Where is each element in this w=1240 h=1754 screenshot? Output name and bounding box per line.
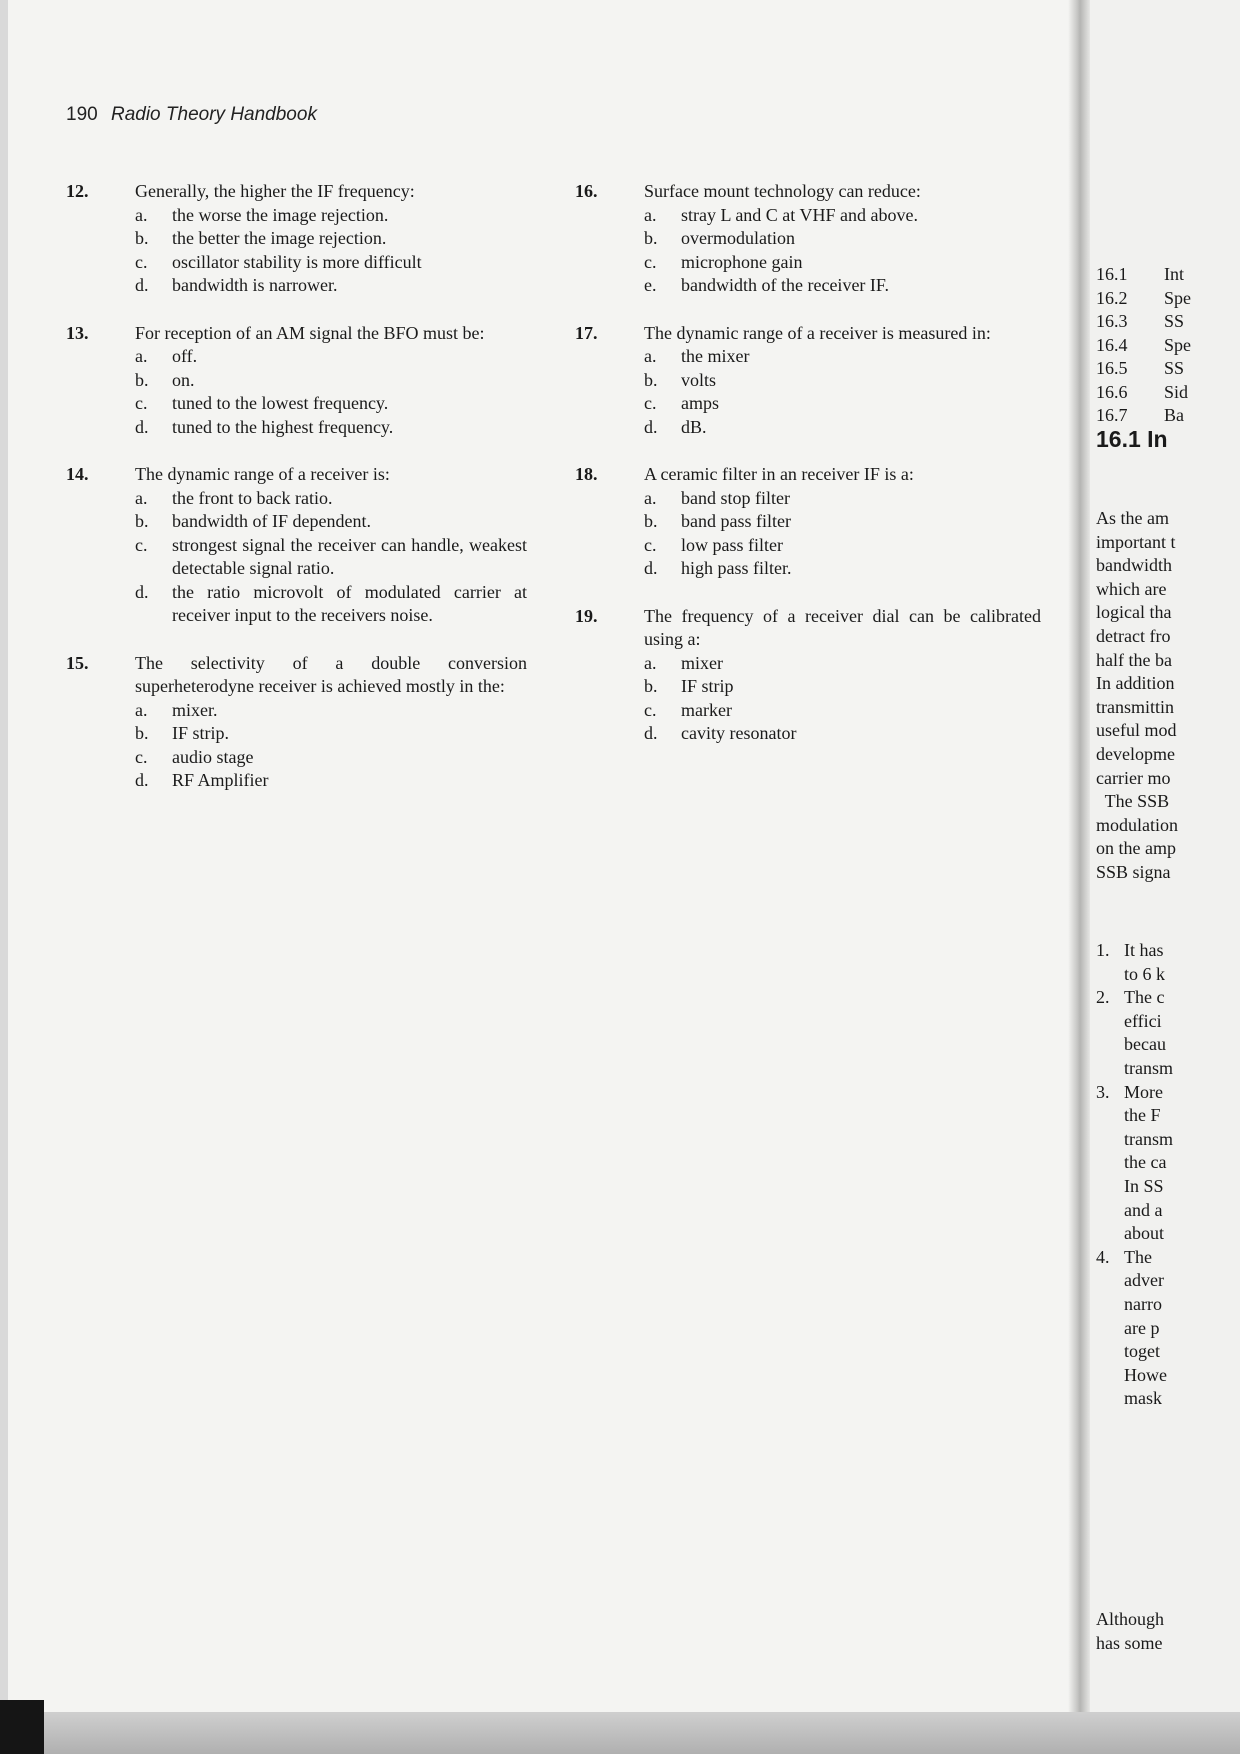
option-text: low pass filter: [681, 534, 783, 555]
question-number: 14.: [66, 464, 89, 484]
question-stem-row: [575, 463, 1041, 487]
list-text: The c: [1124, 987, 1165, 1008]
option-text: microphone gain: [681, 251, 803, 272]
answer-option: [575, 675, 1041, 699]
list-number: [1096, 1010, 1124, 1034]
option-letter: c.: [644, 534, 657, 555]
list-line: [1096, 1104, 1173, 1128]
question-stem-row: [66, 180, 527, 204]
option-letter: d.: [644, 558, 658, 578]
option-text: RF Amplifier: [172, 770, 269, 790]
contents-entry: [1096, 263, 1191, 287]
body-line: SSB signa: [1096, 861, 1171, 882]
option-letter: d.: [644, 416, 658, 437]
list-text: to 6 k: [1124, 963, 1166, 984]
option-text: dB.: [681, 416, 707, 437]
list-line: [1096, 1364, 1173, 1388]
option-letter: b.: [644, 228, 658, 248]
option-letter: a.: [135, 346, 148, 366]
answer-option: [66, 274, 527, 298]
list-line: [1096, 1269, 1173, 1293]
answer-option: [575, 534, 1041, 558]
option-text: oscillator stability is more difficult: [172, 251, 422, 272]
list-text: adver: [1124, 1270, 1164, 1291]
list-number: 2.: [1096, 987, 1110, 1008]
option-letter: b.: [644, 369, 658, 390]
answer-option: [66, 722, 527, 746]
list-text: about: [1124, 1223, 1164, 1244]
body-line: which are: [1096, 578, 1167, 599]
body-line: on the amp: [1096, 838, 1176, 859]
list-text: narro: [1124, 1293, 1162, 1314]
option-letter: c.: [644, 251, 657, 272]
list-number: [1096, 1057, 1124, 1081]
option-text: marker: [681, 699, 732, 720]
question-item: [575, 180, 1041, 298]
option-letter: b.: [135, 228, 149, 248]
answer-option: [575, 557, 1041, 581]
question-number: 15.: [66, 652, 89, 673]
option-letter: c.: [135, 746, 148, 767]
answer-option: [575, 416, 1041, 440]
option-letter: b.: [644, 511, 658, 531]
list-text: are p: [1124, 1317, 1160, 1338]
list-text: effici: [1124, 1010, 1162, 1031]
list-text: It has: [1124, 940, 1164, 960]
answer-option: [66, 769, 527, 793]
answer-option: [575, 227, 1041, 251]
option-letter: a.: [644, 346, 657, 366]
body-line: half the ba: [1096, 649, 1172, 670]
contents-number: 16.1: [1096, 264, 1128, 284]
option-letter: d.: [135, 275, 149, 295]
body-line: carrier mo: [1096, 767, 1171, 788]
answer-option: [575, 251, 1041, 275]
question-number: 19.: [575, 605, 598, 626]
contents-title: SS: [1164, 311, 1185, 331]
chapter-contents: [1096, 263, 1191, 428]
question-stem: The dynamic range of a receiver is measured in:: [644, 322, 991, 343]
contents-number: 16.7: [1096, 405, 1128, 425]
question-number: 18.: [575, 464, 598, 484]
answer-option: [575, 392, 1041, 416]
list-line: [1096, 1033, 1173, 1057]
contents-title: Sid: [1164, 381, 1189, 402]
answer-option: [66, 416, 527, 440]
list-number: [1096, 1317, 1124, 1341]
list-line: [1096, 1128, 1173, 1152]
question-stem-row: [66, 322, 527, 346]
body-line: modulation: [1096, 814, 1178, 835]
question-stem: A ceramic filter in an receiver IF is a:: [644, 464, 914, 484]
list-number: 4.: [1096, 1246, 1110, 1267]
option-text: volts: [681, 369, 717, 390]
tail-line: has some: [1096, 1632, 1163, 1653]
answer-option: [66, 581, 527, 628]
option-letter: e.: [644, 275, 657, 295]
contents-entry: [1096, 310, 1191, 334]
list-line: [1096, 1340, 1173, 1364]
question-column-left: [66, 180, 527, 817]
option-text: audio stage: [172, 746, 254, 767]
list-text: and a: [1124, 1199, 1163, 1220]
question-stem: Surface mount technology can reduce:: [644, 181, 921, 201]
contents-title: Ba: [1164, 405, 1184, 425]
body-line: The SSB: [1096, 791, 1170, 812]
contents-title: Int: [1164, 264, 1184, 284]
option-text: bandwidth is narrower.: [172, 275, 338, 295]
answer-option: [66, 227, 527, 251]
contents-entry: [1096, 381, 1191, 405]
answer-option: [66, 204, 527, 228]
list-text: transm: [1124, 1057, 1173, 1078]
option-letter: d.: [135, 416, 149, 437]
body-line: transmittin: [1096, 696, 1174, 717]
list-text: More: [1124, 1081, 1163, 1102]
list-text: transm: [1124, 1128, 1173, 1149]
option-text: stray L and C at VHF and above.: [681, 204, 918, 225]
option-text: the front to back ratio.: [172, 487, 333, 508]
list-text: The: [1124, 1246, 1152, 1267]
answer-option: [66, 510, 527, 534]
question-stem-row: [575, 180, 1041, 204]
list-line: [1096, 1293, 1173, 1317]
answer-option: [575, 274, 1041, 298]
option-text: bandwidth of IF dependent.: [172, 511, 371, 531]
answer-option: [66, 699, 527, 723]
contents-entry: [1096, 404, 1191, 428]
list-text: the ca: [1124, 1152, 1167, 1173]
list-text: mask: [1124, 1388, 1162, 1409]
section-heading: 16.1 In: [1096, 426, 1168, 452]
list-text: the F: [1124, 1105, 1161, 1126]
book-title: Radio Theory Handbook: [110, 104, 317, 125]
scanner-corner: [0, 1700, 44, 1754]
question-stem: The selectivity of a double conversion superheterodyne receiver is achieved mostly in the:: [135, 652, 527, 696]
question-item: [66, 652, 527, 793]
list-line: [1096, 1199, 1173, 1223]
contents-entry: [1096, 334, 1191, 358]
option-letter: a.: [644, 204, 657, 225]
option-letter: a.: [644, 487, 657, 508]
list-number: [1096, 963, 1124, 987]
question-item: [575, 605, 1041, 746]
question-stem-row: [575, 605, 1041, 652]
body-line: As the am: [1096, 508, 1169, 528]
list-line: [1096, 1246, 1173, 1270]
answer-option: [66, 251, 527, 275]
list-number: [1096, 1033, 1124, 1057]
contents-title: Spe: [1164, 287, 1191, 308]
list-number: 3.: [1096, 1081, 1110, 1102]
list-line: [1096, 939, 1173, 963]
answer-option: [575, 510, 1041, 534]
contents-number: 16.3: [1096, 311, 1128, 331]
option-text: band stop filter: [681, 487, 790, 508]
contents-number: 16.4: [1096, 334, 1128, 355]
question-number: 17.: [575, 322, 598, 343]
answer-option: [575, 487, 1041, 511]
option-letter: a.: [644, 652, 657, 673]
question-item: [575, 322, 1041, 440]
list-text: Howe: [1124, 1364, 1167, 1385]
question-stem: The frequency of a receiver dial can be calibrated using a:: [644, 605, 1041, 649]
list-number: [1096, 1151, 1124, 1175]
option-letter: a.: [135, 204, 148, 225]
list-number: [1096, 1387, 1124, 1411]
answer-option: [66, 369, 527, 393]
answer-option: [575, 369, 1041, 393]
answer-option: [66, 392, 527, 416]
body-line: useful mod: [1096, 720, 1177, 741]
answer-option: [66, 487, 527, 511]
question-item: [66, 463, 527, 628]
option-letter: c.: [135, 393, 148, 413]
option-letter: d.: [135, 770, 149, 790]
option-letter: c.: [135, 251, 148, 272]
option-letter: b.: [644, 676, 658, 696]
option-text: high pass filter.: [681, 558, 792, 578]
option-letter: c.: [644, 699, 657, 720]
running-header: [66, 104, 317, 126]
body-line: In addition: [1096, 673, 1175, 694]
list-number: [1096, 1340, 1124, 1364]
option-letter: a.: [135, 487, 148, 508]
option-text: mixer: [681, 652, 723, 673]
answer-option: [575, 699, 1041, 723]
question-stem: The dynamic range of a receiver is:: [135, 464, 390, 484]
option-letter: b.: [135, 511, 149, 531]
list-line: [1096, 963, 1173, 987]
question-item: [575, 463, 1041, 581]
contents-number: 16.5: [1096, 358, 1128, 378]
list-line: [1096, 1010, 1173, 1034]
list-number: [1096, 1104, 1124, 1128]
question-stem-row: [66, 463, 527, 487]
contents-number: 16.2: [1096, 287, 1128, 308]
list-line: [1096, 1317, 1173, 1341]
question-number: 16.: [575, 181, 598, 201]
option-text: tuned to the lowest frequency.: [172, 393, 389, 413]
option-text: the worse the image rejection.: [172, 204, 389, 225]
contents-entry: [1096, 357, 1191, 381]
answer-option: [66, 746, 527, 770]
list-number: [1096, 1364, 1124, 1388]
option-letter: d.: [644, 723, 658, 743]
question-column-right: [575, 180, 1041, 770]
body-line: detract fro: [1096, 625, 1171, 646]
question-item: [66, 322, 527, 440]
option-text: the mixer: [681, 346, 750, 366]
list-line: [1096, 1057, 1173, 1081]
option-text: on.: [172, 369, 195, 390]
contents-title: Spe: [1164, 334, 1191, 355]
list-number: [1096, 1269, 1124, 1293]
contents-number: 16.6: [1096, 381, 1128, 402]
list-number: [1096, 1175, 1124, 1199]
option-letter: c.: [644, 393, 657, 413]
option-text: strongest signal the receiver can handle, weakest detectable signal ratio.: [172, 534, 527, 578]
body-line: bandwidth: [1096, 555, 1172, 576]
list-text: becau: [1124, 1034, 1166, 1055]
option-text: IF strip.: [172, 723, 230, 743]
option-text: amps: [681, 393, 719, 413]
answer-option: [575, 722, 1041, 746]
list-text: toget: [1124, 1341, 1160, 1362]
list-number: [1096, 1293, 1124, 1317]
list-line: [1096, 1081, 1173, 1105]
option-letter: d.: [135, 581, 149, 602]
section-tail-text: [1096, 1608, 1164, 1655]
option-letter: b.: [135, 369, 149, 390]
list-number: 1.: [1096, 940, 1110, 960]
option-text: the better the image rejection.: [172, 228, 387, 248]
question-stem-row: [575, 322, 1041, 346]
option-text: band pass filter: [681, 511, 791, 531]
option-text: mixer.: [172, 699, 218, 720]
list-line: [1096, 1222, 1173, 1246]
option-text: cavity resonator: [681, 723, 797, 743]
section-body-text: [1096, 507, 1178, 885]
body-line: developme: [1096, 743, 1175, 764]
option-text: IF strip: [681, 676, 734, 696]
question-stem: For reception of an AM signal the BFO must be:: [135, 322, 485, 343]
answer-option: [66, 345, 527, 369]
answer-option: [575, 652, 1041, 676]
question-stem-row: [66, 652, 527, 699]
book-gutter: [1068, 0, 1090, 1712]
question-number: 12.: [66, 181, 89, 201]
question-number: 13.: [66, 322, 89, 343]
option-text: overmodulation: [681, 228, 795, 248]
option-text: off.: [172, 346, 198, 366]
answer-option: [575, 204, 1041, 228]
option-letter: b.: [135, 723, 149, 743]
section-numbered-list: [1096, 939, 1173, 1411]
list-line: [1096, 986, 1173, 1010]
option-text: tuned to the highest frequency.: [172, 416, 394, 437]
option-letter: c.: [135, 534, 148, 555]
page-number: 190: [66, 104, 98, 125]
list-number: [1096, 1199, 1124, 1223]
contents-title: SS: [1164, 358, 1185, 378]
contents-entry: [1096, 287, 1191, 311]
scanner-edge: [0, 1712, 1240, 1754]
option-text: the ratio microvolt of modulated carrier at receiver input to the receivers noise.: [172, 581, 527, 625]
option-text: bandwidth of the receiver IF.: [681, 275, 889, 295]
list-text: In SS: [1124, 1175, 1164, 1196]
question-item: [66, 180, 527, 298]
list-number: [1096, 1128, 1124, 1152]
body-line: important t: [1096, 531, 1176, 552]
list-line: [1096, 1151, 1173, 1175]
list-line: [1096, 1387, 1173, 1411]
tail-line: Although: [1096, 1609, 1165, 1629]
body-line: logical tha: [1096, 602, 1172, 623]
option-letter: a.: [135, 699, 148, 720]
question-stem: Generally, the higher the IF frequency:: [135, 181, 415, 201]
list-line: [1096, 1175, 1173, 1199]
list-number: [1096, 1222, 1124, 1246]
answer-option: [575, 345, 1041, 369]
answer-option: [66, 534, 527, 581]
